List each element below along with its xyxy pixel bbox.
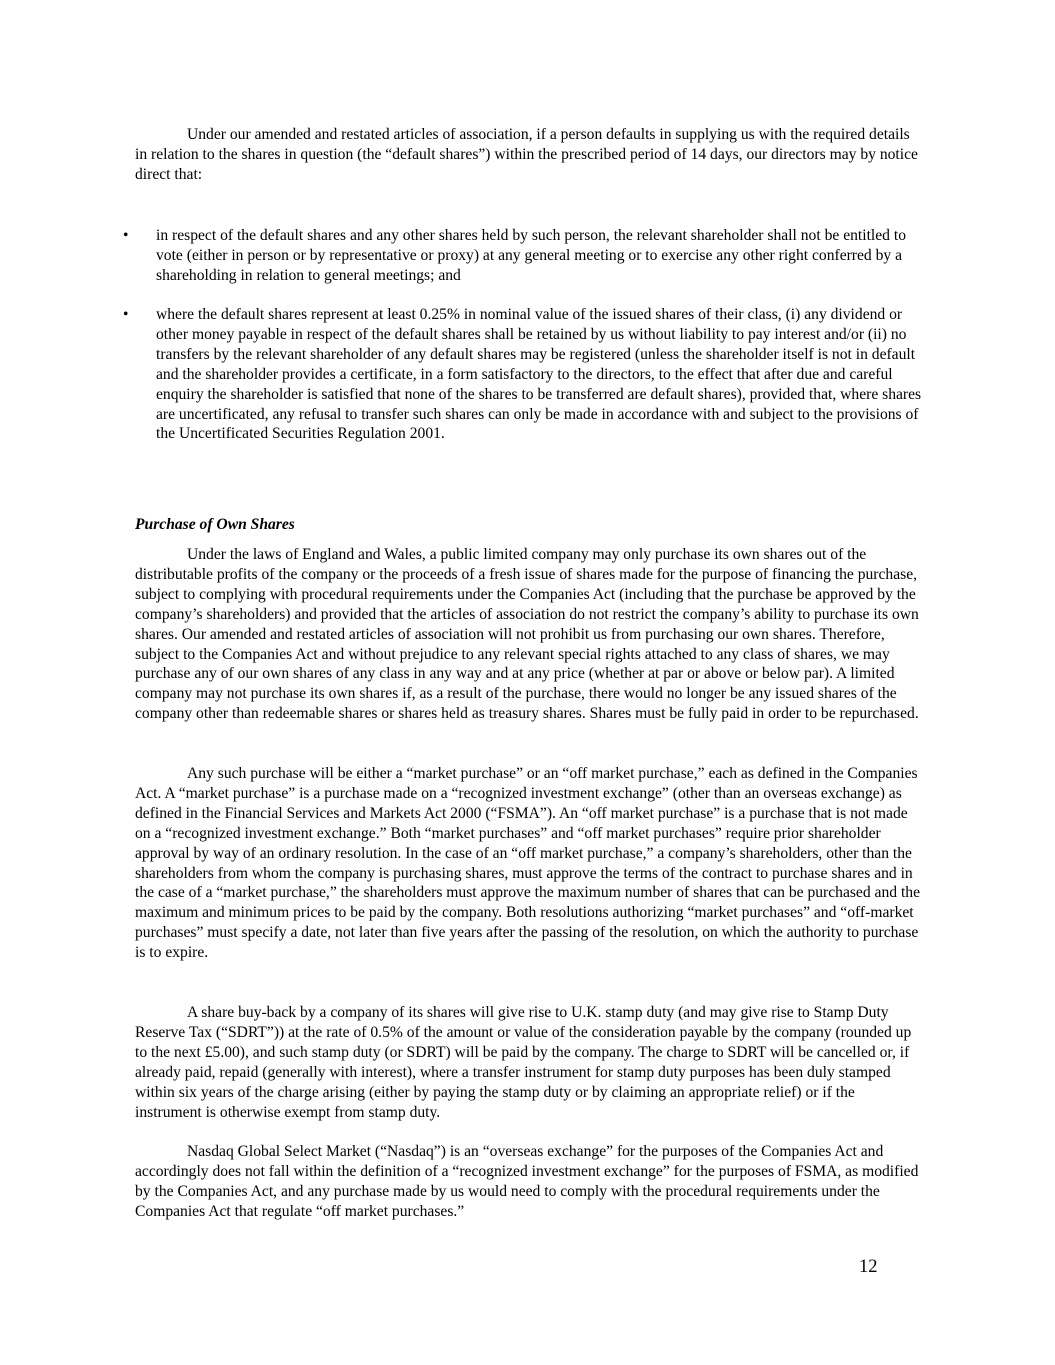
section-heading: Purchase of Own Shares	[135, 516, 295, 533]
body-paragraph: Any such purchase will be either a “market purchase” or an “off market purchase,” each as defined in the Companies Act. A “market purchase” is a purchase made on a “recognized investment exchange” (other than an overseas exchange) as defined in the Financial Services and Markets Act 2000 (“FSMA”). An “off market purchase” is a purchase that is not made on a “recognized investment exchange.” Both “market purchases” and “off market purchases” require prior shareholder approval by way of an ordinary resolution. In the case of an “off market purchase,” a company’s shareholders, other than the shareholders from whom the company is purchasing shares, must approve the terms of the contract to purchase shares and in the case of a “market purchase,” the shareholders must approve the maximum number of shares that can be purchased and the maximum and minimum prices to be paid by the company. Both resolutions authorizing “market purchases” and “off-market purchases” must specify a date, not later than five years after the passing of the resolution, on which the authority to purchase is to expire.	[135, 765, 921, 962]
bullet-text: in respect of the default shares and any other shares held by such person, the relevant shareholder shall not be entitled to vote (either in person or by representative or proxy) at any general meeting or to exercise any other right conferred by a shareholding in relation to general meetings; and	[156, 227, 906, 284]
body-paragraph: A share buy-back by a company of its shares will give rise to U.K. stamp duty (and may give rise to Stamp Duty Reserve Tax (“SDRT”)) at the rate of 0.5% of the amount or value of the consideration payable by the company (rounded up to the next £5.00), and such stamp duty (or SDRT) will be paid by the company. The charge to SDRT will be cancelled or, if already paid, repaid (generally with interest), where a transfer instrument for stamp duty purposes has been duly stamped within six years of the charge arising (either by paying the stamp duty or by claiming an appropriate relief) or if the instrument is otherwise exempt from stamp duty.	[135, 1004, 912, 1121]
page-number: 12	[859, 1257, 878, 1277]
intro-paragraph: Under our amended and restated articles of association, if a person defaults in supplying us with the required details in relation to the shares in question (the “default shares”) within the prescribed period of 14 days, our directors may by notice direct that:	[135, 126, 918, 183]
bullet-text: where the default shares represent at least 0.25% in nominal value of the issued shares of their class, (i) any dividend or other money payable in respect of the default shares shall be retained by us without liability to pay interest and/or (ii) no transfers by the relevant shareholder of any default shares may be registered (unless the shareholder itself is not in default and the shareholder provides a certificate, in a form satisfactory to the directors, to the effect that after due and careful enquiry the shareholder is satisfied that none of the shares to be transferred are default shares), provided that, where shares are uncertificated, any refusal to transfer such shares can only be made in accordance with and subject to the provisions of the Uncertificated Securities Regulation 2001.	[156, 306, 922, 443]
body-paragraph: Nasdaq Global Select Market (“Nasdaq”) is an “overseas exchange” for the purposes of the Companies Act and accordingly does not fall within the definition of a “recognized investment exchange” for the purposes of FSMA, as modified by the Companies Act, and any purchase made by us would need to comply with the procedural requirements under the Companies Act that regulate “off market purchases.”	[135, 1143, 919, 1220]
bullet-marker: •	[123, 306, 129, 323]
bullet-marker: •	[123, 227, 129, 244]
body-paragraph: Under the laws of England and Wales, a public limited company may only purchase its own shares out of the distributable profits of the company or the proceeds of a fresh issue of shares made for the purpose of financing the purchase, subject to complying with procedural requirements under the Companies Act (including that the purchase be approved by the company’s shareholders) and provided that the articles of association do not restrict the company’s ability to purchase its own shares. Our amended and restated articles of association will not prohibit us from purchasing our own shares. Therefore, subject to the Companies Act and without prejudice to any relevant special rights attached to any class of shares, we may purchase any of our own shares of any class in any way and at any price (whether at par or above or below par). A limited company may not purchase its own shares if, as a result of the purchase, there would no longer be any issued shares of the company other than redeemable shares or shares held as treasury shares. Shares must be fully paid in order to be repurchased.	[135, 546, 919, 723]
